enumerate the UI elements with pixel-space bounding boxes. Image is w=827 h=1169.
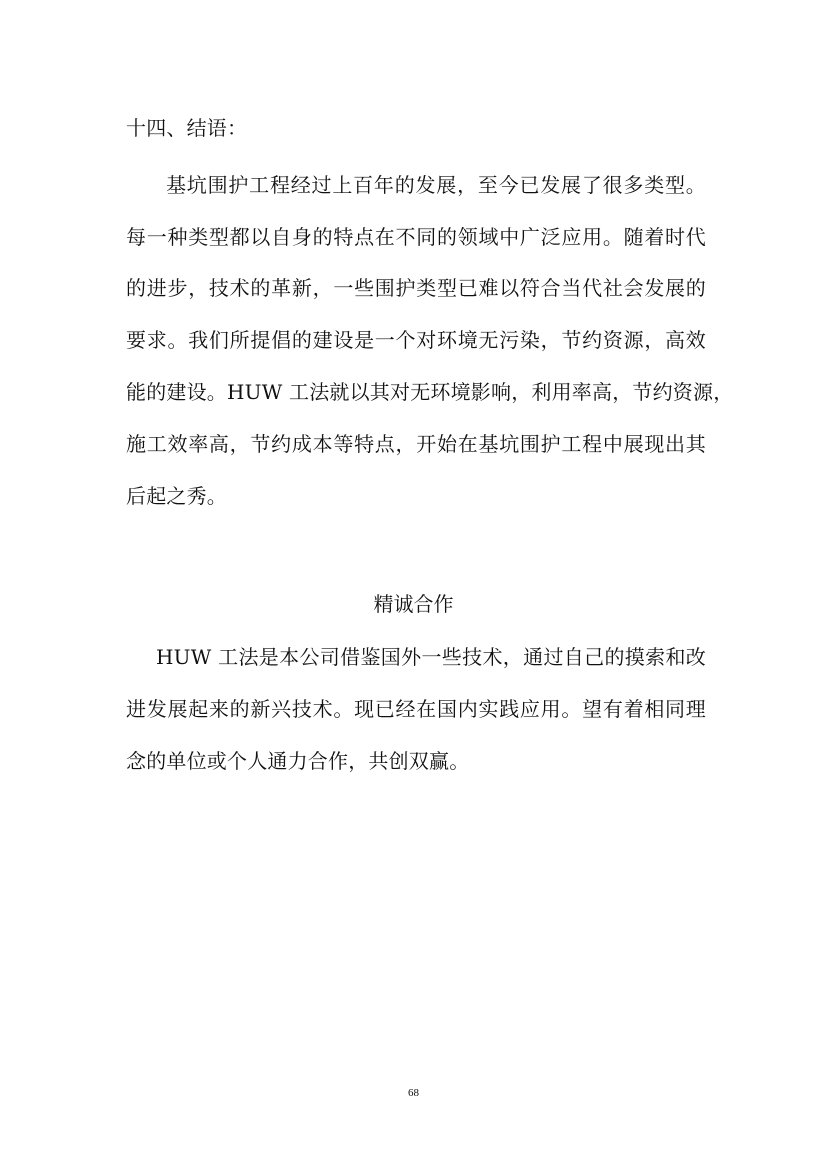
cooperation-title: 精诚合作 xyxy=(373,592,454,616)
paragraph-line: 能的建设。HUW 工法就以其对无环境影响，利用率高，节约资源， xyxy=(126,380,734,404)
page-number: 68 xyxy=(408,1087,419,1099)
paragraph-line: 施工效率高，节约成本等特点，开始在基坑围护工程中展现出其 xyxy=(126,432,706,456)
paragraph-line: 念的单位或个人通力合作，共创双赢。 xyxy=(126,749,470,773)
section-heading: 十四、结语： xyxy=(126,116,248,140)
paragraph-line: 后起之秀。 xyxy=(126,484,227,508)
paragraph-line: 要求。我们所提倡的建设是一个对环境无污染，节约资源，高效 xyxy=(126,328,706,352)
paragraph-line: 每一种类型都以自身的特点在不同的领域中广泛应用。随着时代 xyxy=(126,225,706,249)
paragraph-line: 的进步，技术的革新，一些围护类型已难以符合当代社会发展的 xyxy=(126,276,706,300)
paragraph-line: 进发展起来的新兴技术。现已经在国内实践应用。望有着相同理 xyxy=(126,697,706,721)
paragraph-line: HUW 工法是本公司借鉴国外一些技术，通过自己的摸索和改 xyxy=(156,645,706,669)
paragraph-line: 基坑围护工程经过上百年的发展，至今已发展了很多类型。 xyxy=(166,173,706,197)
